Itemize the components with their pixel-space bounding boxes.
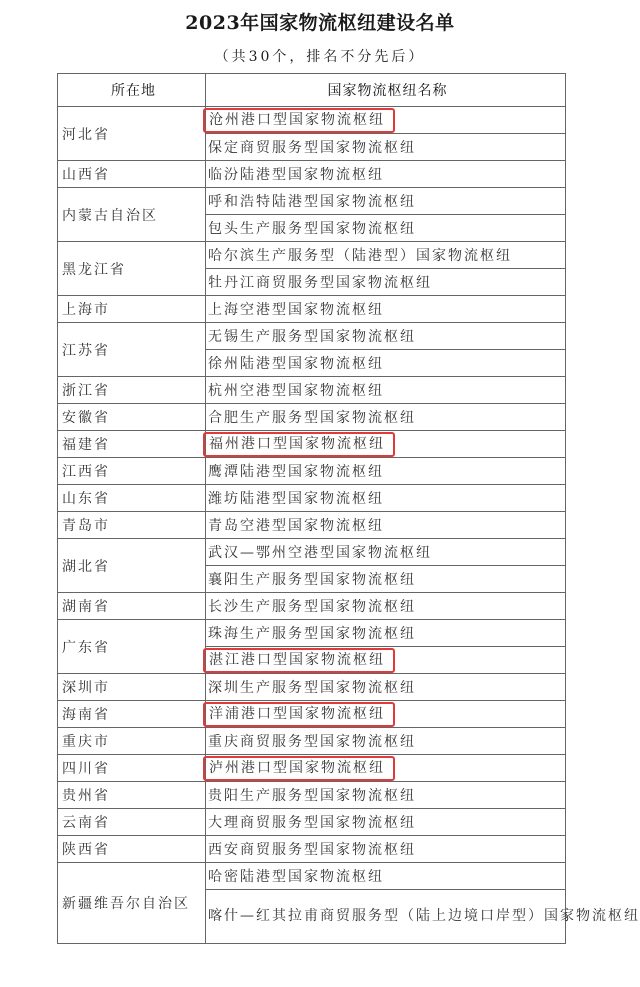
table-row <box>58 755 566 782</box>
highlighted-hub-name: 福州港口型国家物流枢纽 <box>203 432 395 457</box>
province-cell: 广东省 <box>58 620 206 674</box>
highlighted-hub-name: 泸州港口型国家物流枢纽 <box>203 756 395 781</box>
hub-name-cell: 西安商贸服务型国家物流枢纽 <box>206 836 566 863</box>
table-row <box>58 836 566 863</box>
table-row <box>58 458 566 485</box>
province-cell: 重庆市 <box>58 728 206 755</box>
province-cell: 江苏省 <box>58 323 206 377</box>
table-body <box>58 107 640 944</box>
hub-name-cell: 珠海生产服务型国家物流枢纽 <box>206 620 566 647</box>
hub-name-cell: 武汉—鄂州空港型国家物流枢纽 <box>206 539 566 566</box>
table-header-row <box>58 74 566 107</box>
table-row <box>58 188 566 215</box>
hub-name-cell <box>206 431 566 458</box>
province-cell: 湖南省 <box>58 593 206 620</box>
hub-name-cell: 上海空港型国家物流枢纽 <box>206 296 566 323</box>
hub-name-cell: 合肥生产服务型国家物流枢纽 <box>206 404 566 431</box>
province-cell: 陕西省 <box>58 836 206 863</box>
document-title: 2023年国家物流枢纽建设名单 <box>185 12 455 34</box>
highlighted-hub-name: 沧州港口型国家物流枢纽 <box>203 108 395 133</box>
hub-name-cell: 徐州陆港型国家物流枢纽 <box>206 350 566 377</box>
table-row <box>58 728 566 755</box>
province-cell: 江西省 <box>58 458 206 485</box>
table-row <box>58 620 566 647</box>
province-cell: 黑龙江省 <box>58 242 206 296</box>
hub-name-cell: 保定商贸服务型国家物流枢纽 <box>206 134 566 161</box>
table-row <box>58 161 566 188</box>
header-hub-name: 国家物流枢纽名称 <box>206 74 566 107</box>
table-row <box>58 674 566 701</box>
hub-name-cell: 包头生产服务型国家物流枢纽 <box>206 215 566 242</box>
hub-name-cell <box>206 107 566 134</box>
header-province: 所在地 <box>58 74 206 107</box>
hub-name-cell <box>206 647 566 674</box>
hub-name-cell: 牡丹江商贸服务型国家物流枢纽 <box>206 269 566 296</box>
province-cell: 内蒙古自治区 <box>58 188 206 242</box>
hub-name-cell: 哈密陆港型国家物流枢纽 <box>206 863 566 890</box>
hub-name-cell: 哈尔滨生产服务型（陆港型）国家物流枢纽 <box>206 242 566 269</box>
table-row <box>58 377 566 404</box>
province-cell: 深圳市 <box>58 674 206 701</box>
table-row <box>58 323 566 350</box>
hub-name-cell: 呼和浩特陆港型国家物流枢纽 <box>206 188 566 215</box>
hub-name-cell <box>206 701 566 728</box>
table-row <box>58 809 566 836</box>
hub-name-cell: 襄阳生产服务型国家物流枢纽 <box>206 566 566 593</box>
province-cell: 青岛市 <box>58 512 206 539</box>
hub-list-table <box>57 73 640 944</box>
document-subtitle: （共30个，排名不分先后） <box>214 49 426 65</box>
hub-name-cell <box>206 755 566 782</box>
table-row <box>58 485 566 512</box>
hub-name-cell: 青岛空港型国家物流枢纽 <box>206 512 566 539</box>
province-cell: 山西省 <box>58 161 206 188</box>
province-cell: 福建省 <box>58 431 206 458</box>
table-row <box>58 701 566 728</box>
hub-name-cell: 重庆商贸服务型国家物流枢纽 <box>206 728 566 755</box>
table-row <box>58 431 566 458</box>
highlighted-hub-name: 湛江港口型国家物流枢纽 <box>203 648 395 673</box>
province-cell: 安徽省 <box>58 404 206 431</box>
province-cell: 上海市 <box>58 296 206 323</box>
hub-name-cell: 杭州空港型国家物流枢纽 <box>206 377 566 404</box>
hub-name-cell: 鹰潭陆港型国家物流枢纽 <box>206 458 566 485</box>
province-cell: 山东省 <box>58 485 206 512</box>
province-cell: 四川省 <box>58 755 206 782</box>
province-cell: 湖北省 <box>58 539 206 593</box>
table-row <box>58 863 566 890</box>
hub-name-cell: 临汾陆港型国家物流枢纽 <box>206 161 566 188</box>
hub-name-cell: 贵阳生产服务型国家物流枢纽 <box>206 782 566 809</box>
table-row <box>58 296 566 323</box>
table-row <box>58 782 566 809</box>
province-cell: 新疆维吾尔自治区 <box>58 863 206 944</box>
table-row <box>58 539 566 566</box>
table-row <box>58 242 566 269</box>
highlighted-hub-name: 洋浦港口型国家物流枢纽 <box>203 702 395 727</box>
province-cell: 河北省 <box>58 107 206 161</box>
hub-name-cell: 大理商贸服务型国家物流枢纽 <box>206 809 566 836</box>
province-cell: 贵州省 <box>58 782 206 809</box>
province-cell: 浙江省 <box>58 377 206 404</box>
table-row <box>58 107 566 134</box>
table-row <box>58 404 566 431</box>
hub-name-cell: 喀什—红其拉甫商贸服务型（陆上边境口岸型）国家物流枢纽 <box>206 890 566 944</box>
province-cell: 云南省 <box>58 809 206 836</box>
table-row <box>58 593 566 620</box>
province-cell: 海南省 <box>58 701 206 728</box>
hub-name-cell: 潍坊陆港型国家物流枢纽 <box>206 485 566 512</box>
hub-name-cell: 长沙生产服务型国家物流枢纽 <box>206 593 566 620</box>
hub-name-cell: 无锡生产服务型国家物流枢纽 <box>206 323 566 350</box>
hub-name-cell: 深圳生产服务型国家物流枢纽 <box>206 674 566 701</box>
table-row <box>58 512 566 539</box>
